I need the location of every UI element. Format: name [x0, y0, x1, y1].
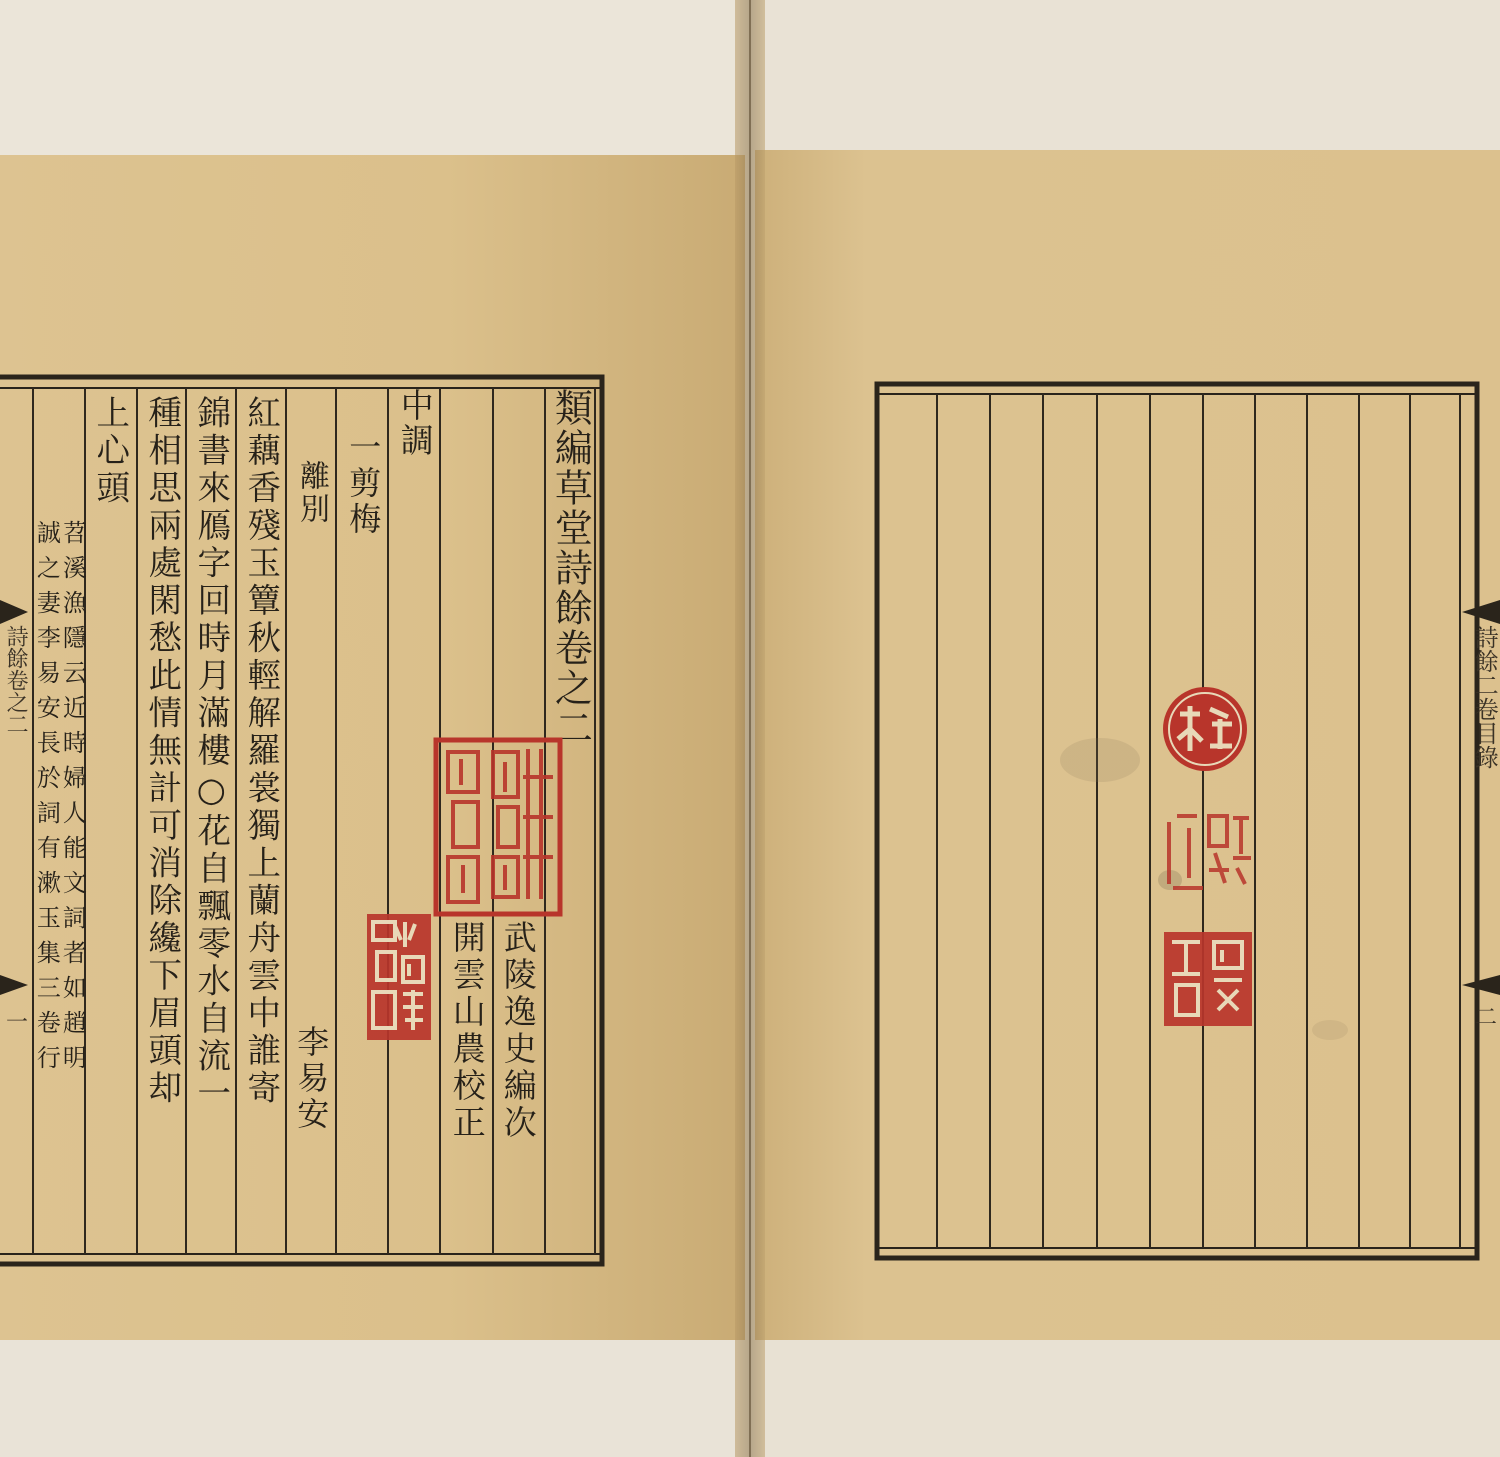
tune-title: 一剪梅 — [344, 430, 383, 538]
left-fold-label: 詩餘卷之二 — [3, 625, 29, 735]
corrector-credit: 開雲山農校正 — [447, 920, 487, 1142]
editor-credit-column — [493, 920, 543, 1142]
poem-line-4: 上心頭 — [90, 395, 130, 508]
poem-line-3: 種相思兩處閑愁此情無計可消除纔下眉頭却 — [142, 395, 182, 1108]
author-column — [286, 1025, 336, 1133]
poem-line-2: 錦書來鴈字回時月滿樓○花自飄零水自流一 — [191, 395, 231, 1113]
seal-small-rect — [365, 912, 433, 1042]
mode-heading-column — [390, 388, 440, 458]
theme-column — [286, 460, 336, 526]
right-fold-label: 詩餘二卷目錄 — [1470, 625, 1499, 769]
author-name: 李易安 — [292, 1025, 331, 1133]
mode-heading: 中調 — [395, 388, 435, 458]
seal-round — [1160, 684, 1250, 774]
corrector-credit-column — [442, 920, 492, 1142]
seal-square-mid — [1163, 808, 1255, 896]
seal-square-large — [433, 737, 563, 917]
editor-credit: 武陵逸史編次 — [498, 920, 538, 1142]
commentary-line-1: 苕溪漁隱云近時婦人能文詞者如趙明 — [58, 520, 87, 1080]
tune-title-column — [338, 430, 388, 538]
right-folio-mark: 二 — [1471, 1005, 1497, 1027]
commentary-line-2: 誠之妻李易安長於詞有漱玉集三卷行 — [32, 520, 61, 1080]
theme-label: 離別 — [294, 460, 329, 526]
book-title: 類編草堂詩餘卷之二 — [548, 388, 593, 748]
poem-line-1: 紅藕香殘玉簟秋輕解羅裳獨上蘭舟雲中誰寄 — [241, 395, 281, 1108]
book-title-column — [545, 388, 595, 748]
seal-square-low — [1162, 930, 1254, 1028]
left-folio-mark: 一 — [2, 1010, 28, 1032]
